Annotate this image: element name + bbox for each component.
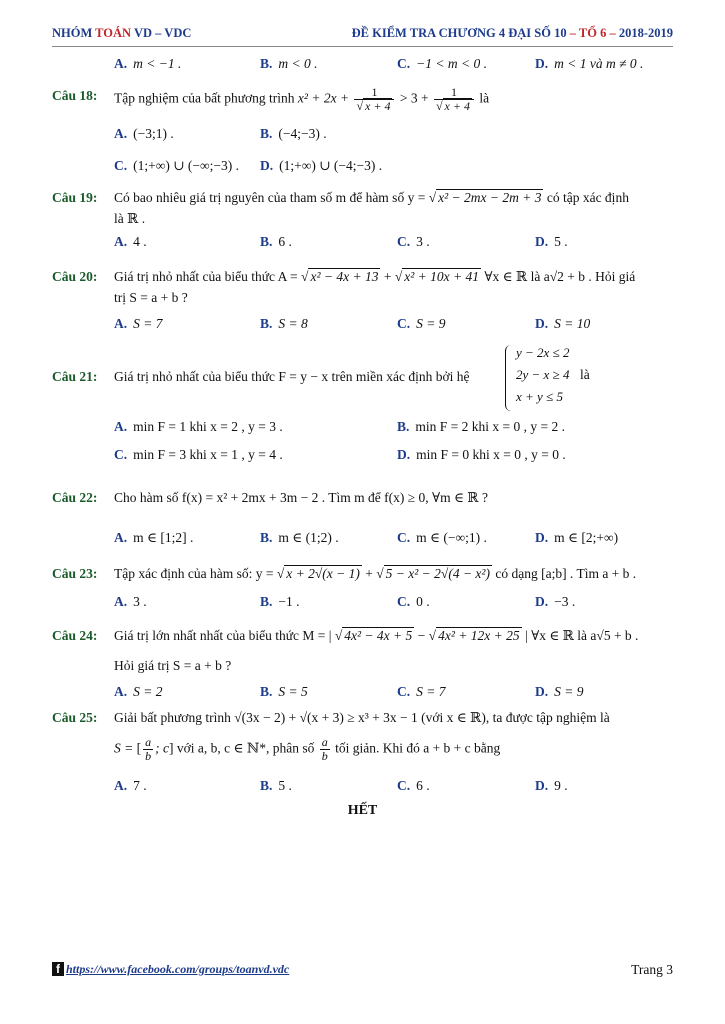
q18-option-b: B. (−4;−3) .	[260, 126, 327, 141]
q20-option-c: C. S = 9	[397, 316, 446, 331]
q22-option-b: B. m ∈ (1;2) .	[260, 530, 339, 545]
prev-option-d: D. m < 1 và m ≠ 0 .	[535, 56, 644, 71]
prev-option-b: B. m < 0 .	[260, 56, 318, 71]
q19-option-a: A. 4 .	[114, 234, 147, 249]
q25-option-d: D. 9 .	[535, 778, 568, 793]
question-20: Câu 20: Giá trị nhỏ nhất của biểu thức A = √ x² − 4x + 13 + √ x² + 10x + 41 ∀x ∈ ℝ là a√2 + b . Hỏi giá trị S = a + b ?	[52, 269, 636, 305]
q22-option-a: A. m ∈ [1;2] .	[114, 530, 194, 545]
q24-option-c: C. S = 7	[397, 684, 446, 699]
group-name: NHÓM TOÁN VD – VDC	[52, 26, 192, 40]
q19-option-d: D. 5 .	[535, 234, 568, 249]
q18-option-d: D. (1;+∞) ∪ (−4;−3) .	[260, 158, 383, 173]
inequality-system: y − 2x ≤ 2 2y − x ≥ 4 x + y ≤ 5	[505, 345, 586, 411]
q22-option-d: D. m ∈ [2;+∞)	[535, 530, 619, 545]
q25-option-c: C. 6 .	[397, 778, 430, 793]
q23-option-a: A. 3 .	[114, 594, 147, 609]
prev-option-a: A. m < −1 .	[114, 56, 182, 71]
question-21: Câu 21: Giá trị nhỏ nhất của biểu thức F = y − x trên miền xác định bởi hệ	[52, 369, 470, 384]
facebook-group-link[interactable]: https://www.facebook.com/groups/toanvd.vdc	[66, 962, 290, 976]
question-24: Câu 24: Giá trị lớn nhất nhất của biểu thức M = | √ 4x² − 4x + 5 − √ 4x² + 12x + 25 | ∀x ∈ ℝ là a√5 + b . Hỏi giá trị S = a + b ?	[52, 628, 639, 673]
page-number: Trang 3	[631, 962, 673, 977]
q21-tail: là	[580, 367, 590, 382]
q21-option-c: C. min F = 3 khi x = 1 , y = 4 .	[114, 447, 283, 462]
exam-title: ĐỀ KIỂM TRA CHƯƠNG 4 ĐẠI SỐ 10 – TỔ 6 – 2018-2019	[351, 26, 673, 40]
q23-option-c: C. 0 .	[397, 594, 430, 609]
q23-option-d: D. −3 .	[535, 594, 576, 609]
question-number: Câu 18:	[52, 88, 98, 103]
q22-option-c: C. m ∈ (−∞;1) .	[397, 530, 487, 545]
q24-option-b: B. S = 5	[260, 684, 308, 699]
q23-option-b: B. −1 .	[260, 594, 300, 609]
end-marker: HẾT	[347, 803, 378, 818]
question-19: Câu 19: Có bao nhiêu giá trị nguyên của tham số m để hàm số y = √ x² − 2mx − 2m + 3 có tập xác định là ℝ .	[52, 190, 629, 226]
q24-option-d: D. S = 9	[535, 684, 584, 699]
q21-option-a: A. min F = 1 khi x = 2 , y = 3 .	[114, 419, 283, 434]
page-header	[52, 24, 673, 47]
question-23: Câu 23: Tập xác định của hàm số: y = √ x + 2√(x − 1) + √ 5 − x² − 2√(4 − x²) có dạng [a;b] . Tìm a + b .	[52, 566, 637, 581]
q19-option-b: B. 6 .	[260, 234, 292, 249]
q24-option-a: A. S = 2	[114, 684, 163, 699]
page-footer	[52, 962, 673, 982]
q25-option-b: B. 5 .	[260, 778, 292, 793]
q25-option-a: A. 7 .	[114, 778, 147, 793]
q20-option-a: A. S = 7	[114, 316, 163, 331]
question-25: Câu 25: Giải bất phương trình √(3x − 2) + √(x + 3) ≥ x³ + 3x − 1 (với x ∈ ℝ), ta được tập nghiệm là S = [ $\frac{a}{b}$ ; c] với a, b, c ∈ ℕ*, phân số $\frac{a}{b}$ tối giản. Khi đó a + b + c bằng	[52, 710, 610, 763]
q20-option-d: D. S = 10	[535, 316, 591, 331]
q20-option-b: B. S = 8	[260, 316, 308, 331]
prev-option-c: C. −1 < m < 0 .	[397, 56, 487, 71]
q21-option-b: B. min F = 2 khi x = 0 , y = 2 .	[397, 419, 565, 434]
question-18: Câu 18: Tập nghiệm của bất phương trình x² + 2x + $\frac{1}{√ x + 4}$ > 3 + $\frac{1}{√ x + 4}$ là	[52, 85, 490, 113]
q19-option-c: C. 3 .	[397, 234, 430, 249]
facebook-icon: f	[52, 962, 64, 976]
q18-option-a: A. (−3;1) .	[114, 126, 174, 141]
q21-option-d: D. min F = 0 khi x = 0 , y = 0 .	[397, 447, 566, 462]
q18-option-c: C. (1;+∞) ∪ (−∞;−3) .	[114, 158, 240, 173]
question-22: Câu 22: Cho hàm số f(x) = x² + 2mx + 3m − 2 . Tìm m để f(x) ≥ 0, ∀m ∈ ℝ ?	[52, 490, 488, 505]
